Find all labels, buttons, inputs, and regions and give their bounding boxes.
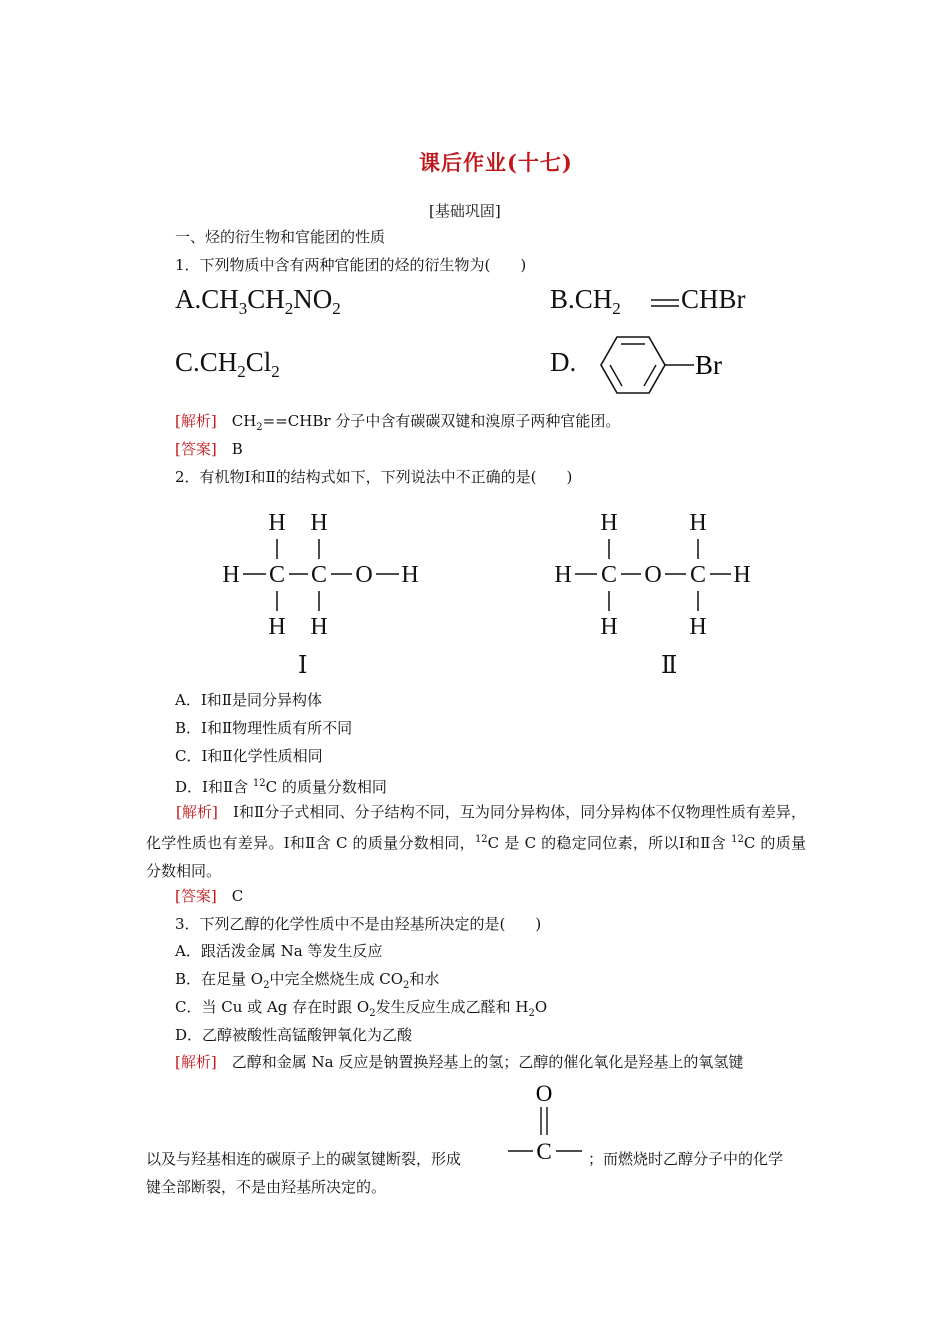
q1-stem: 1．下列物质中含有两种官能团的烃的衍生物为( ) xyxy=(175,256,527,274)
svg-text:H: H xyxy=(689,510,707,536)
svg-text:O: O xyxy=(644,562,662,588)
svg-text:H: H xyxy=(222,562,240,588)
svg-text:H: H xyxy=(689,614,707,640)
q3-analysis-line2-tail: ；而燃烧时乙醇分子中的化学 xyxy=(588,1150,784,1168)
svg-text:H: H xyxy=(554,562,572,588)
q3-analysis-line2: 以及与羟基相连的碳原子上的碳氢键断裂，形成 xyxy=(146,1150,462,1168)
q1-option-b: $B.CH_2$ xyxy=(550,284,621,318)
carbonyl-group xyxy=(505,1078,587,1168)
svg-text:H: H xyxy=(268,614,286,640)
q1-option-c: $C.CH_2Cl_2$ xyxy=(175,347,280,381)
svg-text:H: H xyxy=(401,562,419,588)
q1-option-d-label: D. xyxy=(550,347,577,377)
bromine-atom: Br xyxy=(695,350,722,380)
svg-text:H: H xyxy=(268,510,286,536)
q2-analysis: [解析] Ⅰ和Ⅱ分子式相同、分子结构不同，互为同分异构体，同分异构体不仅物理性质有差异，化学性质也有差异。Ⅰ和Ⅱ含 C 的质量分数相同，$^{12}$C 是 C 的稳定同位素，所以Ⅰ和Ⅱ含 $^{12}$C 的质量分数相同。 xyxy=(146,803,807,880)
bromobenzene-structure xyxy=(590,325,740,405)
svg-text:C: C xyxy=(268,562,286,588)
svg-text:C: C xyxy=(600,562,618,588)
q2-option-b: B．Ⅰ和Ⅱ物理性质有所不同 xyxy=(175,719,353,737)
svg-text:H: H xyxy=(600,510,618,536)
svg-text:H: H xyxy=(600,614,618,640)
svg-text:O: O xyxy=(355,562,373,588)
q3-option-a: A．跟活泼金属 Na 等发生反应 xyxy=(175,942,383,960)
q3-option-c: C．当 Cu 或 Ag 存在时跟 $O_2$发生反应生成乙醛和 $H_2O$ xyxy=(175,998,548,1019)
svg-text:O: O xyxy=(535,1081,553,1106)
structure-dimethyl-ether xyxy=(545,505,765,640)
structure-label-2: Ⅱ xyxy=(661,651,678,679)
q2-option-c: C．Ⅰ和Ⅱ化学性质相同 xyxy=(175,747,323,765)
svg-text:C: C xyxy=(536,1139,552,1164)
svg-text:H: H xyxy=(310,510,328,536)
structure-ethanol xyxy=(215,505,445,640)
q3-analysis-line3: 键全部断裂，不是由羟基所决定的。 xyxy=(146,1178,387,1196)
double-bond xyxy=(649,297,681,311)
part-heading: 一、烃的衍生物和官能团的性质 xyxy=(175,228,386,246)
svg-text:H: H xyxy=(733,562,751,588)
q1-answer: [答案] B xyxy=(175,440,243,458)
section-label: [基础巩固] xyxy=(429,202,501,220)
svg-text:C: C xyxy=(689,562,707,588)
q3-option-b: B．在足量 $O_2$中完全燃烧生成 $CO_2$和水 xyxy=(175,970,440,991)
q1-option-a: $A.CH_3CH_2NO_2$ xyxy=(175,284,341,318)
q3-analysis-line1: [解析] 乙醇和金属 Na 反应是钠置换羟基上的氢；乙醇的催化氧化是羟基上的氧氢键 xyxy=(175,1053,744,1071)
svg-text:H: H xyxy=(310,614,328,640)
q2-stem: 2．有机物Ⅰ和Ⅱ的结构式如下，下列说法中不正确的是( ) xyxy=(175,468,573,486)
q2-answer: [答案] C xyxy=(175,887,244,905)
q2-option-d: D．Ⅰ和Ⅱ含 $^{12}$C 的质量分数相同 xyxy=(175,778,387,796)
svg-text:C: C xyxy=(310,562,328,588)
q1-analysis: [解析] $CH_2==CHBr$ 分子中含有碳碳双键和溴原子两种官能团。 xyxy=(175,412,621,433)
q1-option-b-tail: CHBr xyxy=(681,284,746,314)
page-title: 课后作业(十七) xyxy=(419,150,573,175)
structure-label-1: Ⅰ xyxy=(298,651,308,679)
q3-stem: 3．下列乙醇的化学性质中不是由羟基所决定的是( ) xyxy=(175,915,542,933)
q3-option-d: D．乙醇被酸性高锰酸钾氧化为乙酸 xyxy=(175,1026,413,1044)
q2-option-a: A．Ⅰ和Ⅱ是同分异构体 xyxy=(175,691,322,709)
